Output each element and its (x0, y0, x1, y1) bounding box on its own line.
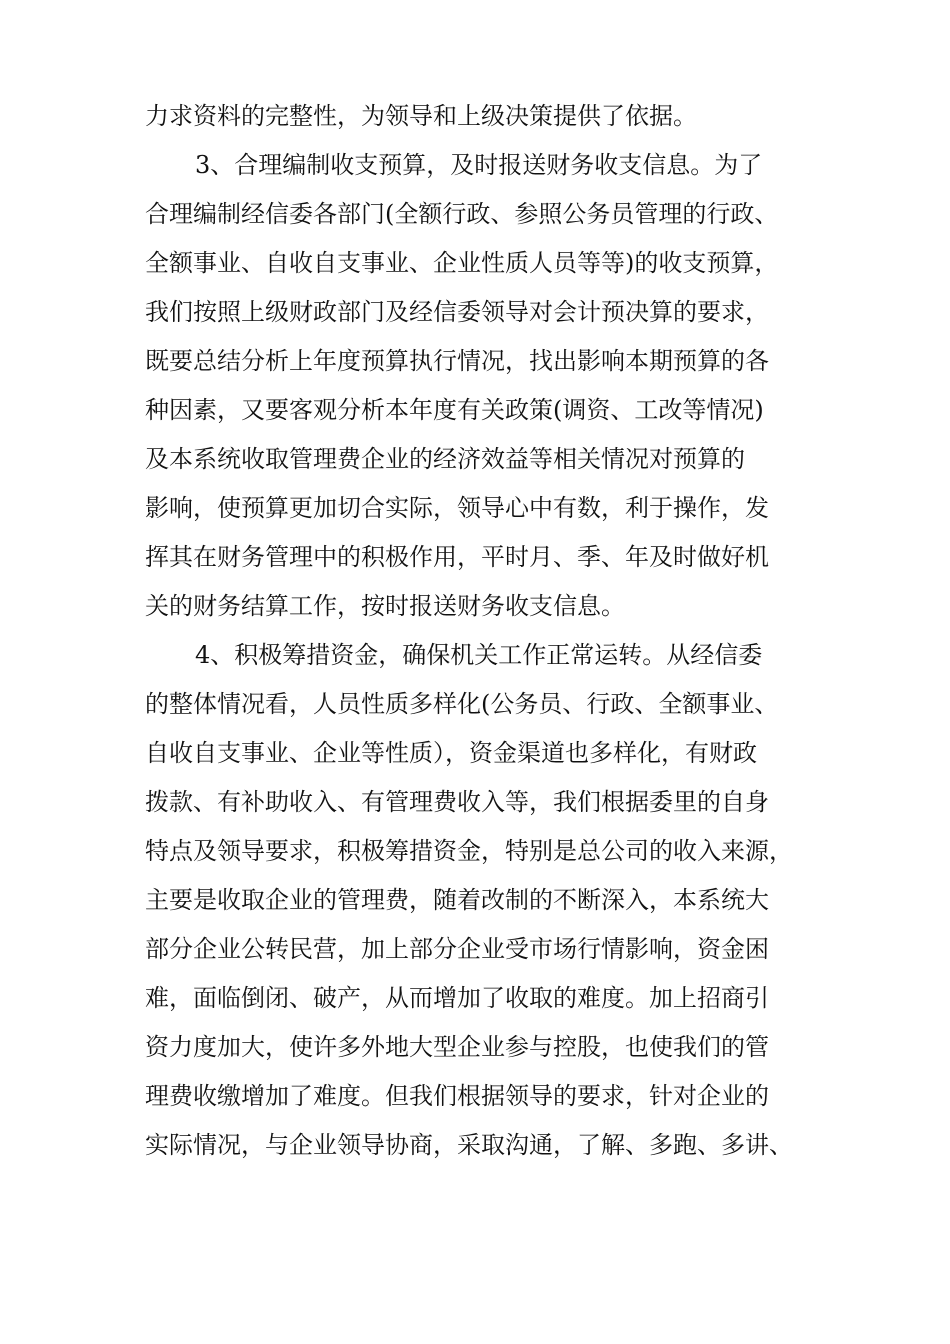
text-line: 关的财务结算工作，按时报送财务收支信息。 (145, 592, 625, 620)
text-line: 影响，使预算更加切合实际，领导心中有数，利于操作，发 (145, 494, 769, 522)
text-line: 资力度加大，使许多外地大型企业参与控股，也使我们的管 (145, 1033, 769, 1061)
text-line: 4、积极筹措资金，确保机关工作正常运转。从经信委 (195, 641, 763, 669)
text-line: 3、合理编制收支预算，及时报送财务收支信息。为了 (195, 151, 763, 179)
text-line: 实际情况，与企业领导协商，采取沟通，了解、多跑、多讲、 (145, 1131, 793, 1159)
text-line: 拨款、有补助收入、有管理费收入等，我们根据委里的自身 (145, 788, 769, 816)
text-line: 全额事业、自收自支事业、企业性质人员等等)的收支预算， (145, 249, 779, 277)
text-line: 既要总结分析上年度预算执行情况，找出影响本期预算的各 (145, 347, 769, 375)
text-line: 的整体情况看，人员性质多样化(公务员、行政、全额事业、 (145, 690, 779, 718)
text-line: 我们按照上级财政部门及经信委领导对会计预决算的要求， (145, 298, 769, 326)
body-text (145, 92, 815, 1170)
text-line: 种因素，又要客观分析本年度有关政策(调资、工改等情况) (145, 396, 764, 424)
text-line: 主要是收取企业的管理费，随着改制的不断深入，本系统大 (145, 886, 769, 914)
text-line: 及本系统收取管理费企业的经济效益等相关情况对预算的 (145, 445, 745, 473)
text-line: 难，面临倒闭、破产，从而增加了收取的难度。加上招商引 (145, 984, 769, 1012)
text-line: 自收自支事业、企业等性质），资金渠道也多样化，有财政 (145, 739, 757, 767)
text-line: 挥其在财务管理中的积极作用，平时月、季、年及时做好机 (145, 543, 769, 571)
text-line: 力求资料的完整性，为领导和上级决策提供了依据。 (145, 102, 697, 130)
text-line: 特点及领导要求，积极筹措资金，特别是总公司的收入来源， (145, 837, 793, 865)
text-line: 理费收缴增加了难度。但我们根据领导的要求，针对企业的 (145, 1082, 769, 1110)
text-line: 合理编制经信委各部门(全额行政、参照公务员管理的行政、 (145, 200, 779, 228)
text-line: 部分企业公转民营，加上部分企业受市场行情影响，资金困 (145, 935, 769, 963)
